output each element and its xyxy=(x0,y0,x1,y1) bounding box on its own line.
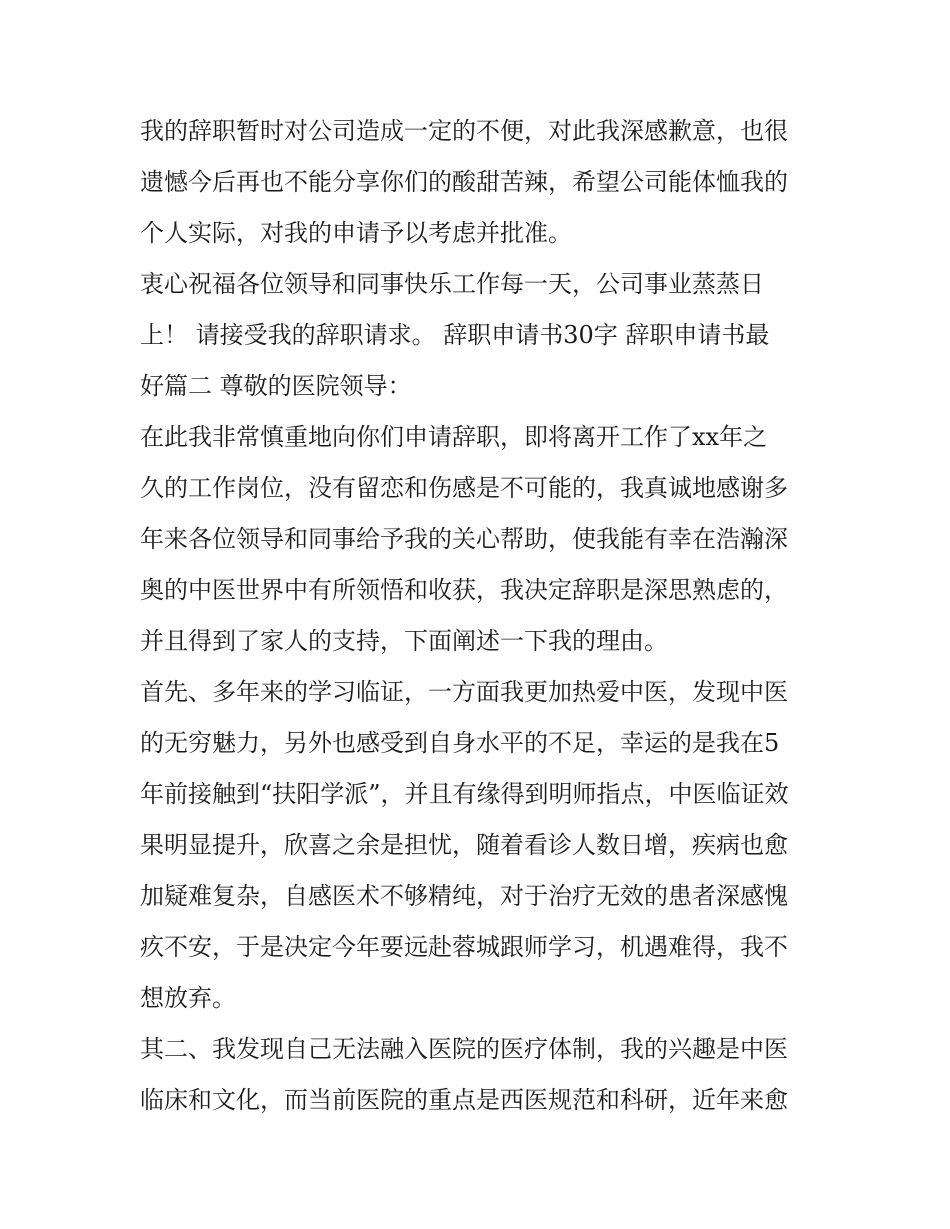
text-line: 遗憾今后再也不能分享你们的酸甜苦辣，希望公司能体恤我的 xyxy=(140,168,788,196)
text-line: 果明显提升，欣喜之余是担忧，随着看诊人数日增，疾病也愈 xyxy=(140,831,788,859)
text-line: 其二、我发现自己无法融入医院的医疗体制，我的兴趣是中医 xyxy=(140,1035,788,1063)
text-line: 上！ 请接受我的辞职请求。 辞职申请书30字 辞职申请书最 xyxy=(140,321,770,349)
text-line: 年来各位领导和同事给予我的关心帮助，使我能有幸在浩瀚深 xyxy=(140,525,788,553)
text-line: 奥的中医世界中有所领悟和收获，我决定辞职是深思熟虑的， xyxy=(140,576,788,604)
text-line: 个人实际，对我的申请予以考虑并批准。 xyxy=(140,219,572,247)
text-line: 的无穷魅力，另外也感受到自身水平的不足，幸运的是我在5 xyxy=(140,729,780,757)
text-line: 加疑难复杂，自感医术不够精纯，对于治疗无效的患者深感愧 xyxy=(140,882,788,910)
text-line: 衷心祝福各位领导和同事快乐工作每一天，公司事业蒸蒸日 xyxy=(140,270,764,298)
text-line: 久的工作岗位，没有留恋和伤感是不可能的，我真诚地感谢多 xyxy=(140,474,788,502)
text-line: 年前接触到“扶阳学派”，并且有缘得到明师指点，中医临证效 xyxy=(140,780,789,808)
text-line: 临床和文化，而当前医院的重点是西医规范和科研，近年来愈 xyxy=(140,1086,788,1114)
text-line: 我的辞职暂时对公司造成一定的不便，对此我深感歉意，也很 xyxy=(140,117,788,145)
text-line: 好篇二 尊敬的医院领导： xyxy=(140,372,412,400)
text-line: 在此我非常慎重地向你们申请辞职，即将离开工作了xx年之 xyxy=(140,423,768,451)
document-body xyxy=(140,106,820,1126)
text-line: 首先、多年来的学习临证，一方面我更加热爱中医，发现中医 xyxy=(140,678,788,706)
text-line: 并且得到了家人的支持，下面阐述一下我的理由。 xyxy=(140,627,668,655)
text-line: 疚不安，于是决定今年要远赴蓉城跟师学习，机遇难得，我不 xyxy=(140,933,788,961)
text-line: 想放弃。 xyxy=(140,984,236,1012)
